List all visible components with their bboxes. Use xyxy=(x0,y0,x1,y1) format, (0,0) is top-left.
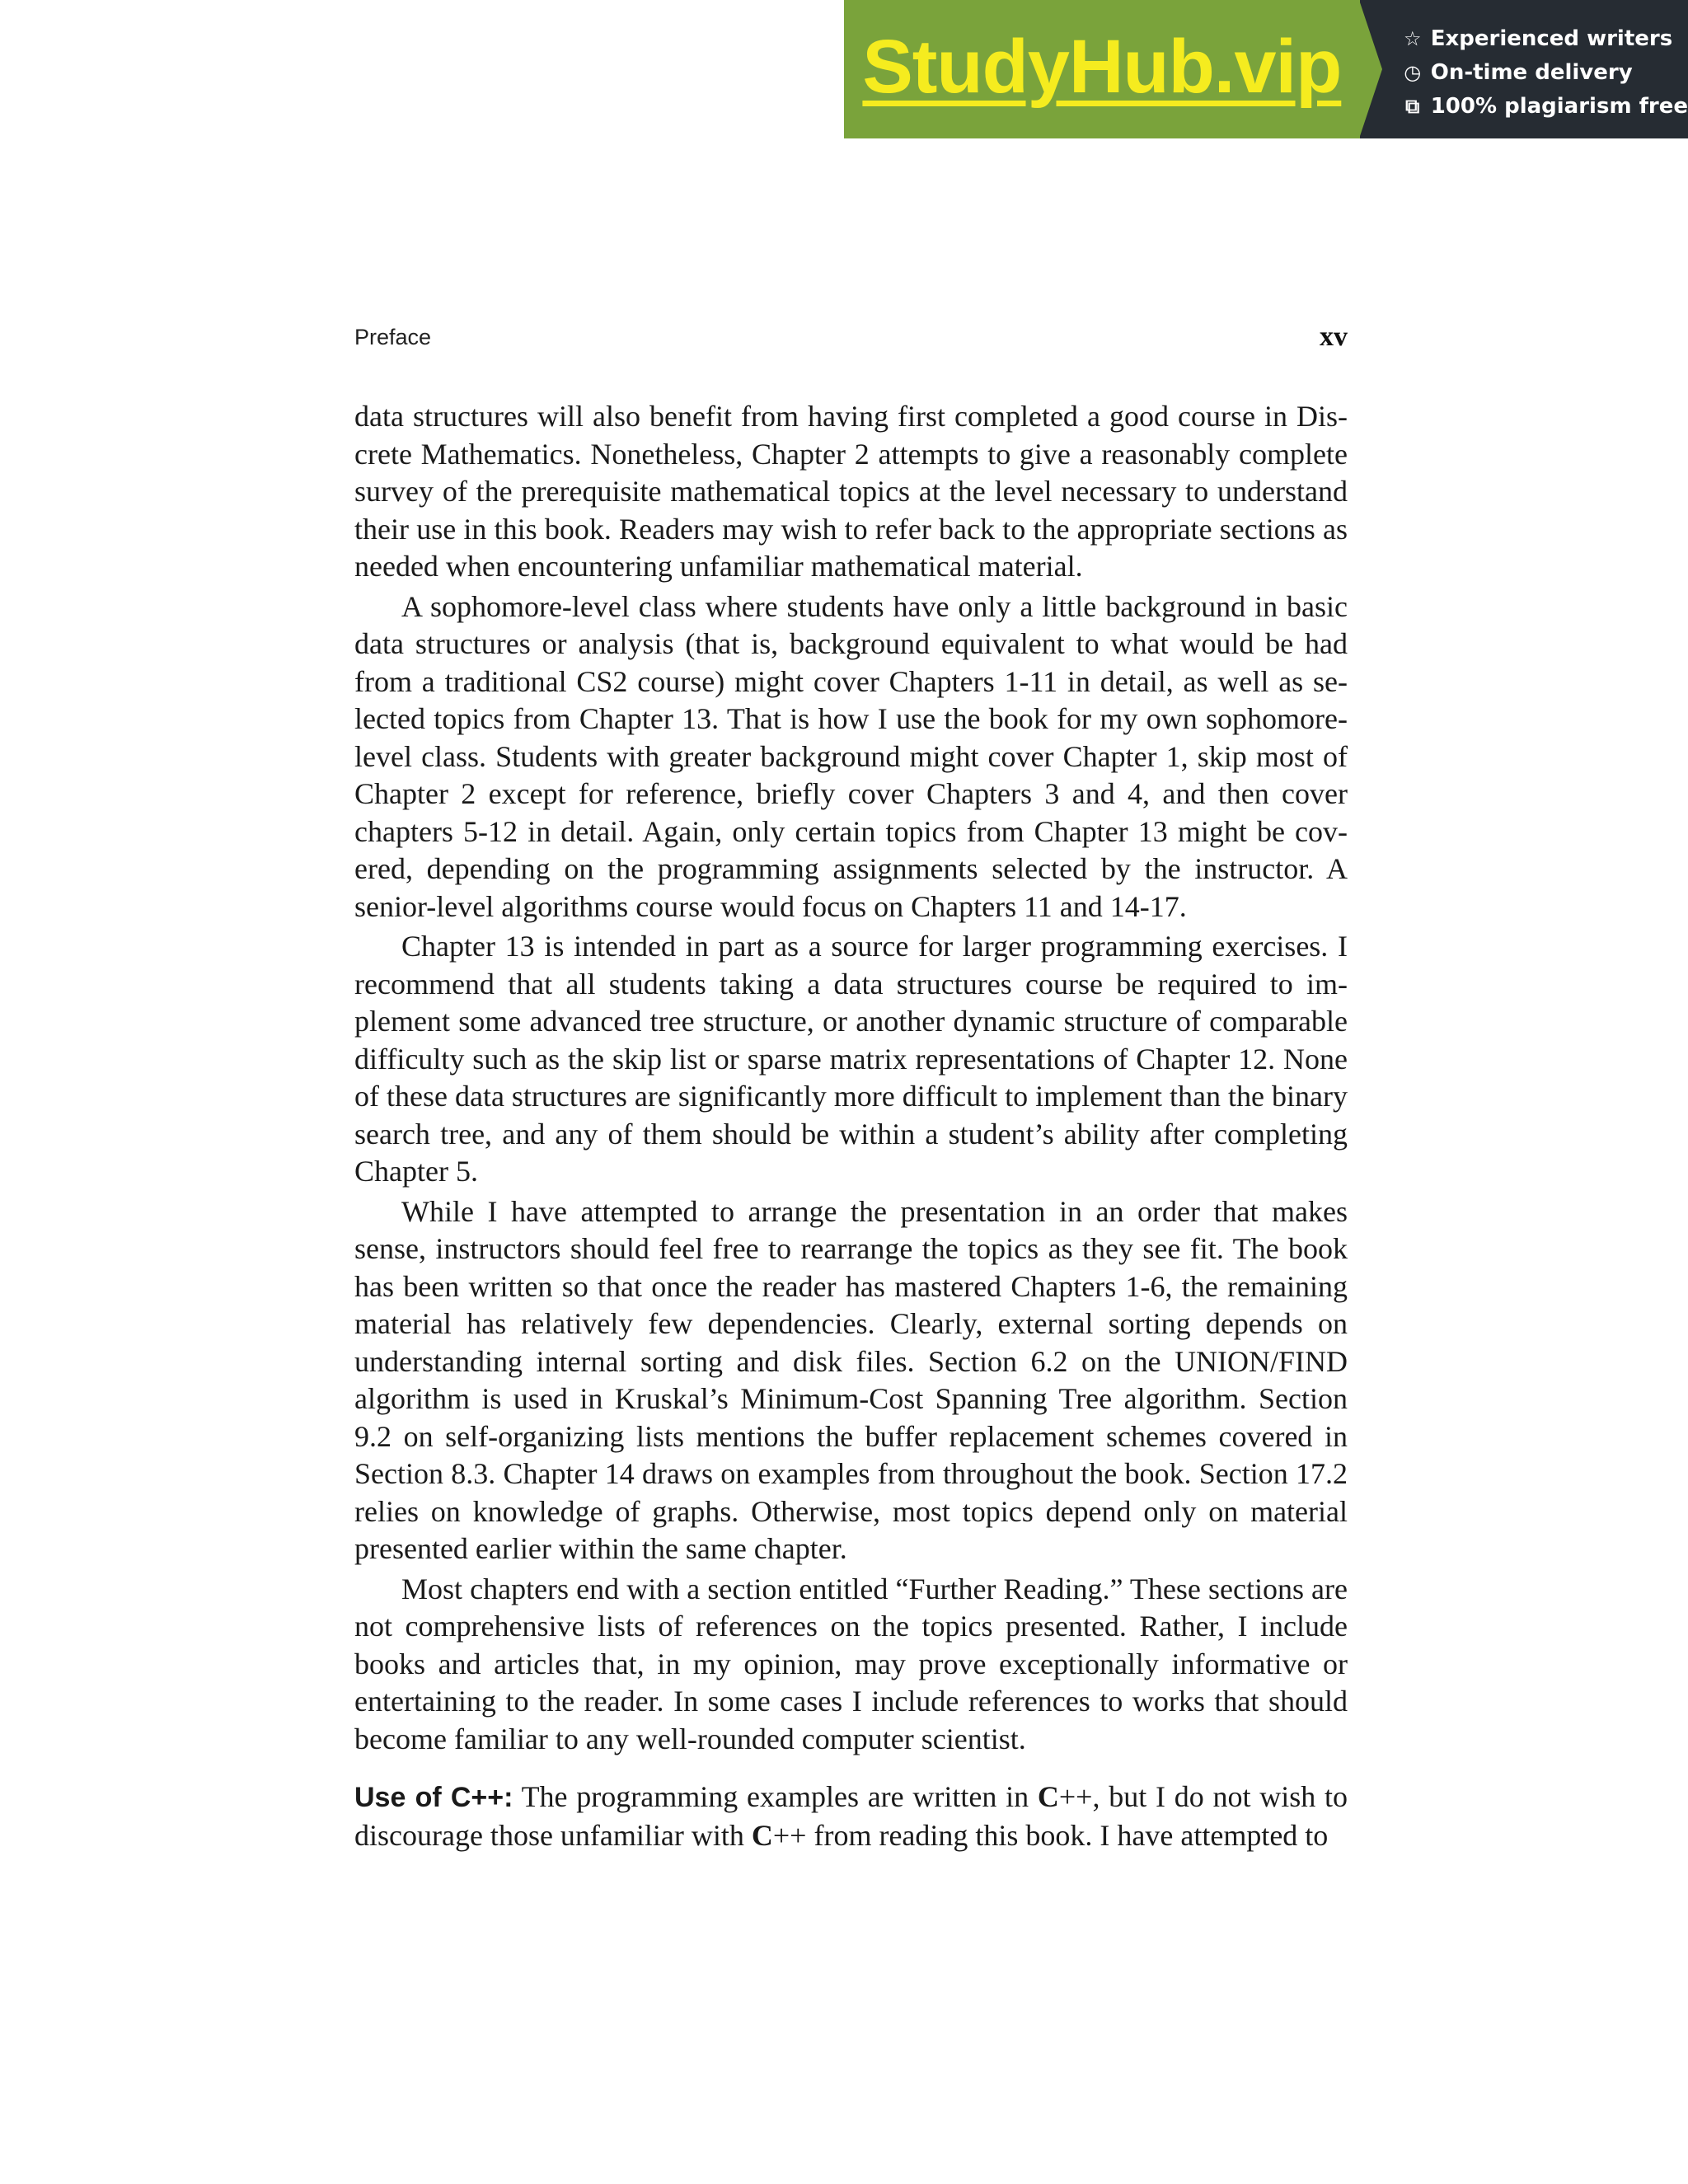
studyhub-logo[interactable]: StudyHub.vip xyxy=(862,24,1342,109)
feature-on-time-delivery xyxy=(1401,55,1688,89)
heading-lang: C xyxy=(450,1782,471,1813)
banner-features xyxy=(1360,0,1688,138)
lang-name: C xyxy=(751,1818,773,1852)
banner-logo-panel[interactable] xyxy=(844,0,1360,138)
section-heading xyxy=(354,1782,513,1813)
studyhub-banner[interactable] xyxy=(844,0,1688,138)
running-head xyxy=(354,321,1348,354)
feature-label: On-time delivery xyxy=(1430,59,1633,85)
page-number: xv xyxy=(1320,321,1348,352)
paragraph: While I have attempted to arrange the presentation in an order that makes sense, instructors should feel free to rearrange the topics as they see fit. The book has been written so that once the reader has mastered Chapters 1-6, the remaining material has relatively few dependencies. Clearly, external sorting depends on understanding internal sorting and disk files. Section 6.2 on the UNION/FIND algorithm is used in Kruskal’s Minimum-Cost Spanning Tree algorithm. Section 9.2 on self-organizing lists mentions the buffer replacement schemes covered in Section 8.3. Chapter 14 draws on examples from throughout the book. Section 17.2 relies on knowledge of graphs. Otherwise, most topics depend only on material presented earlier within the same chapter. xyxy=(354,1194,1348,1565)
clock-icon: ◷ xyxy=(1404,60,1422,84)
feature-experienced-writers xyxy=(1401,21,1688,55)
heading-prefix: Use of xyxy=(354,1782,451,1813)
feature-label: 100% plagiarism free xyxy=(1430,93,1688,119)
paragraph: data structures will also benefit from having first completed a good course in Discrete Mathematics. Nonetheless, Chapter 2 attempts to give a reasonably complete survey of the prerequisite mathematical topics at the level necessary to understand their use in this book. Readers may wish to refer back to the appropriate sections as needed when encountering unfamiliar mathematical material. xyxy=(354,400,1348,583)
paragraph: Chapter 13 is intended in part as a source for larger programming exercises. I recommend that all students taking a data structures course be required to implement some advanced tree structure, or another dynamic structure of comparable difficulty such as the skip list or sparse matrix representations of Chapter 12. None of these data structures are significantly more difficult to implement than the binary search tree, and any of them should be within a student’s ability after completing Chapter 5. xyxy=(354,930,1348,1188)
section-text: The programming examples are written in xyxy=(513,1780,1038,1813)
star-icon: ☆ xyxy=(1403,26,1422,50)
lang-name: C xyxy=(1037,1780,1059,1813)
heading-suffix: ++: xyxy=(471,1782,513,1813)
section-text: ++ from reading this book. I have attempted to xyxy=(772,1818,1329,1852)
page-body xyxy=(354,398,1348,1857)
feature-plagiarism-free xyxy=(1401,89,1688,123)
section-paragraph-cpp xyxy=(354,1779,1348,1854)
paragraph: A sophomore-level class where students have only a little background in basic data structures or analysis (that is, background equivalent to what would be had from a traditional CS2 course) might cover Chapters 1-11 in detail, as well as selected topics from Chapter 13. That is how I use the book for my own sophomore-level class. Students with greater background might cover Chapter 1, skip most of Chapter 2 except for reference, briefly cover Chapters 3 and 4, and then cover chapters 5-12 in detail. Again, only certain topics from Chapter 13 might be covered, depending on the programming assignments selected by the instructor. A senior-level algorithms course would focus on Chapters 11 and 14-17. xyxy=(354,589,1348,923)
copy-icon: ⧉ xyxy=(1405,94,1420,118)
running-title: Preface xyxy=(354,325,432,349)
feature-label: Experienced writers xyxy=(1430,26,1673,51)
section-text: ++, but I do not wish to discourage those unfamiliar with xyxy=(354,1780,1348,1852)
paragraph: Most chapters end with a section entitled “Further Reading.” These sections are not comprehensive lists of references on the topics presented. Rather, I include books and articles that, in my opinion, may prove exceptionally informative or entertaining to the reader. In some cases I include references to works that should become familiar to any well-rounded computer scientist. xyxy=(354,1572,1348,1755)
